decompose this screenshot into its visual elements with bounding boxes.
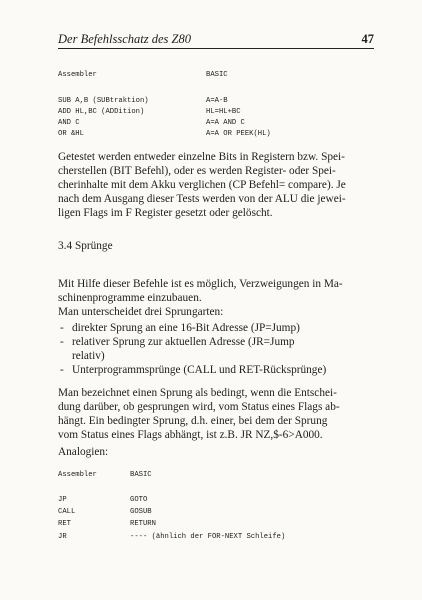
list-item-text-continued: relativ)	[72, 350, 105, 362]
text-line: cherstellen (BIT Befehl), oder es werden Register- oder Spei-	[58, 165, 336, 177]
basic-cell: GOTO	[130, 496, 148, 504]
text-line: nach dem Ausgang dieser Tests werden von der ALU die jewei-	[58, 193, 346, 205]
header-title: Der Befehlsschatz des Z80	[58, 32, 191, 46]
table-row	[58, 107, 374, 118]
basic-cell: A=A AND C	[206, 119, 245, 127]
text-line: Mit Hilfe dieser Befehle ist es möglich, Verzweigungen in Ma-	[58, 278, 343, 290]
paragraph-intro	[58, 277, 374, 319]
bullet-dash: -	[60, 364, 64, 376]
text-line: hängt. Ein bedingter Sprung, d.h. einer, bei dem der Sprung	[58, 415, 328, 427]
basic-cell: A=A-B	[206, 97, 228, 105]
text-line: Man unterscheidet drei Sprungarten:	[58, 306, 224, 318]
column-header-assembler: Assembler	[58, 471, 97, 479]
text-line: cherinhalte mit dem Akku verglichen (CP Befehl= compare). Je	[58, 179, 346, 191]
list-item	[58, 321, 374, 335]
analogies-label: Analogien:	[58, 446, 109, 458]
asm-cell: JR	[58, 533, 67, 541]
table-row	[58, 519, 374, 530]
text-line: Getestet werden entweder einzelne Bits in Registern bzw. Spei-	[58, 151, 345, 163]
table-row	[58, 532, 374, 543]
column-header-assembler: Assembler	[58, 71, 97, 79]
section-heading: 3.4 Sprünge	[58, 240, 113, 252]
paragraph-tests	[58, 150, 374, 220]
table-row	[58, 118, 374, 129]
table-row	[58, 495, 374, 506]
page-number: 47	[361, 32, 374, 46]
table-header-row	[58, 470, 374, 481]
text-line: schinenprogramme einzubauen.	[58, 292, 202, 304]
text-line: vom Status eines Flags abhängt, ist z.B. JR NZ,$-6>A000.	[58, 429, 323, 441]
text-line: ligen Flags im F Register gesetzt oder gelöscht.	[58, 207, 273, 219]
asm-cell: OR &HL	[58, 130, 84, 138]
asm-cell: SUB A,B (SUBtraktion)	[58, 97, 149, 105]
basic-cell: ---- (ähnlich der FOR-NEXT Schleife)	[130, 533, 286, 541]
list-item-text: relativer Sprung zur aktuellen Adresse (JR=Jump	[72, 336, 295, 348]
bullet-dash: -	[60, 336, 64, 348]
asm-cell: AND C	[58, 119, 80, 127]
bullet-dash: -	[60, 322, 64, 334]
column-header-basic: BASIC	[206, 71, 228, 79]
jump-type-list	[58, 321, 374, 377]
paragraph-conditional-jump	[58, 386, 374, 442]
list-item-text: direkter Sprung an eine 16-Bit Adresse (JP=Jump)	[72, 322, 300, 334]
basic-cell: RETURN	[130, 520, 156, 528]
table-header-row	[58, 70, 374, 81]
asm-cell: ADD HL,BC (ADDition)	[58, 108, 145, 116]
asm-cell: RET	[58, 520, 71, 528]
table-row	[58, 129, 374, 140]
table-row	[58, 96, 374, 107]
list-item	[58, 335, 374, 363]
text-line: Man bezeichnet einen Sprung als bedingt, wenn die Entschei-	[58, 387, 337, 399]
list-item-text: Unterprogrammsprünge (CALL und RET-Rücksprünge)	[72, 364, 327, 376]
text-line: dung darüber, ob gesprungen wird, vom Status eines Flags ab-	[58, 401, 340, 413]
basic-cell: GOSUB	[130, 508, 152, 516]
asm-cell: CALL	[58, 508, 76, 516]
table-row	[58, 507, 374, 518]
basic-cell: HL=HL+BC	[206, 108, 241, 116]
asm-cell: JP	[58, 496, 67, 504]
basic-cell: A=A OR PEEK(HL)	[206, 130, 271, 138]
list-item	[58, 363, 374, 377]
page-header	[58, 32, 374, 49]
column-header-basic: BASIC	[130, 471, 152, 479]
